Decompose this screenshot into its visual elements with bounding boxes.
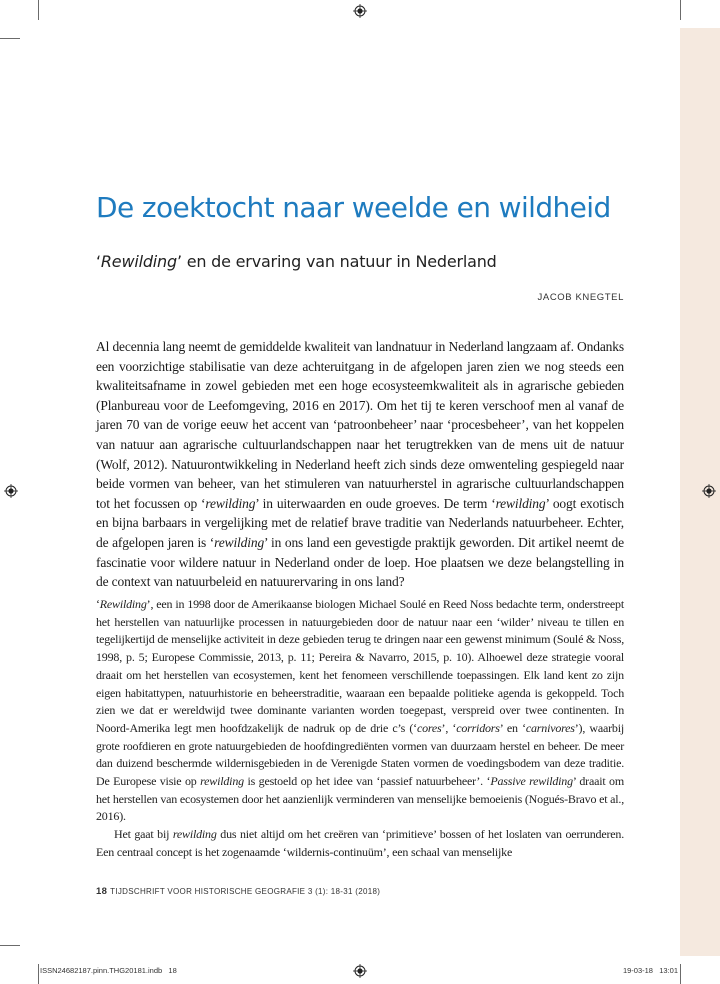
registration-mark-icon-top <box>353 4 367 18</box>
article-title: De zoektocht naar weelde en wildheid <box>96 191 611 224</box>
print-slug-file: ISSN24682187.pinn.THG20181.indb 18 <box>40 966 177 975</box>
author-name: JACOB KNEGTEL <box>537 292 624 303</box>
print-slug-timestamp: 19-03-18 13:01 <box>622 966 678 975</box>
body-paragraph-1: ‘Rewilding’, een in 1998 door de Amerikaanse biologen Michael Soulé en Reed Noss bedachte term, onderstreept het herstellen van natuurlijke processen in natuurgebieden door de natuur naar een ‘wilder’ niveau te tillen en tegelijkertijd de menselijke activiteit in deze gebieden terug te dringen naar een gewenst minimum (Soulé & Noss, 1998, p. 5; Europese Commissie, 2013, p. 11; Pereira & Navarro, 2015, p. 10). Alhoewel deze strategie vooral draait om het herstellen van ecosystemen, kent het fenomeen verschillende toepassingen. Elk land kent zo zijn eigen habitattypen, natuurhistorie en beheerstraditie, waaraan een bepaalde politieke agenda is gekoppeld. Toch zien we dat er wereldwijd twee dominante varianten worden toegepast, verspreid over twee continenten. In Noord-Amerika legt men hoofdzakelijk de nadruk op de drie c’s (‘cores’, ‘corridors’ en ‘carnivores’), waarbij grote roofdieren en grote natuurgebieden de hoofdingrediënten vormen van duurzaam herstel en beheer. De meer dan duizend beschermde wildernisgebieden in de Verenigde Staten vormen de voedingsbodem van deze traditie. De Europese visie op rewilding is gestoeld op het idee van ‘passief natuurbeheer’. ‘Passive rewilding’ draait om het herstellen van ecosystemen door het aanzienlijk verminderen van menselijke bemoeienis (Nogués-Bravo et al., 2016). <box>96 597 624 824</box>
crop-mark-bottom-right <box>680 964 681 984</box>
body-text <box>96 596 624 862</box>
registration-mark-icon-right <box>702 484 716 498</box>
crop-mark-left-top <box>0 38 20 39</box>
crop-mark-left-bottom <box>0 945 20 946</box>
subtitle-quote-open: ‘ <box>96 252 101 271</box>
journal-citation: TIJDSCHRIFT VOOR HISTORISCHE GEOGRAFIE 3 (1): 18-31 (2018) <box>110 887 381 896</box>
subtitle-rest: ’ en de ervaring van natuur in Nederland <box>176 252 497 271</box>
intro-paragraph: Al decennia lang neemt de gemiddelde kwaliteit van landnatuur in Nederland langzaam af. Ondanks een voorzichtige stabilisatie van deze achteruitgang in de afgelopen jaren zien we nog steeds een kwaliteitsafname in zowel gebieden met een hoge ecosysteemkwaliteit als in agrarische gebieden (Planbureau voor de Leefomgeving, 2016 en 2017). Om het tij te keren verschoof men al vanaf de jaren 70 van de vorige eeuw het accent van ‘patroonbeheer’ naar ‘procesbeheer’, van het koppelen van natuur aan agrarische cultuurlandschappen naar het terugtrekken van de mens uit de natuur (Wolf, 2012). Natuurontwikkeling in Nederland heeft zich sinds deze omwenteling gespiegeld naar beide vormen van beheer, van het stimuleren van natuurherstel in agrarische cultuurlandschappen tot het focussen op ‘rewilding’ in uiterwaarden en oude groeves. De term ‘rewilding’ oogt exotisch en bijna barbaars in vergelijking met de relatief brave traditie van Nederlands natuurbeheer. Echter, de afgelopen jaren is ‘rewilding’ in ons land een gevestigde praktijk geworden. Dit artikel neemt de fascinatie voor wildere natuur in Nederland onder de loep. Hoe plaatsen we deze belangstelling in de context van natuurbeleid en natuurervaring in ons land? <box>96 339 624 590</box>
page-footer <box>96 886 380 897</box>
body-paragraph-2: Het gaat bij rewilding dus niet altijd om het creëren van ‘primitieve’ bossen of het loslaten van oerrunderen. Een centraal concept is het zogenaamde ‘wildernis-continuüm’, een schaal van menselijke <box>96 827 625 859</box>
crop-mark-top-right <box>680 0 681 20</box>
crop-mark-top-left <box>38 0 39 20</box>
page-number: 18 <box>96 886 108 897</box>
crop-mark-bottom-left <box>38 964 39 984</box>
registration-mark-icon-left <box>4 484 18 498</box>
registration-mark-icon-bottom <box>353 964 367 978</box>
subtitle-italic-term: Rewilding <box>100 252 177 271</box>
article-subtitle <box>96 252 497 271</box>
